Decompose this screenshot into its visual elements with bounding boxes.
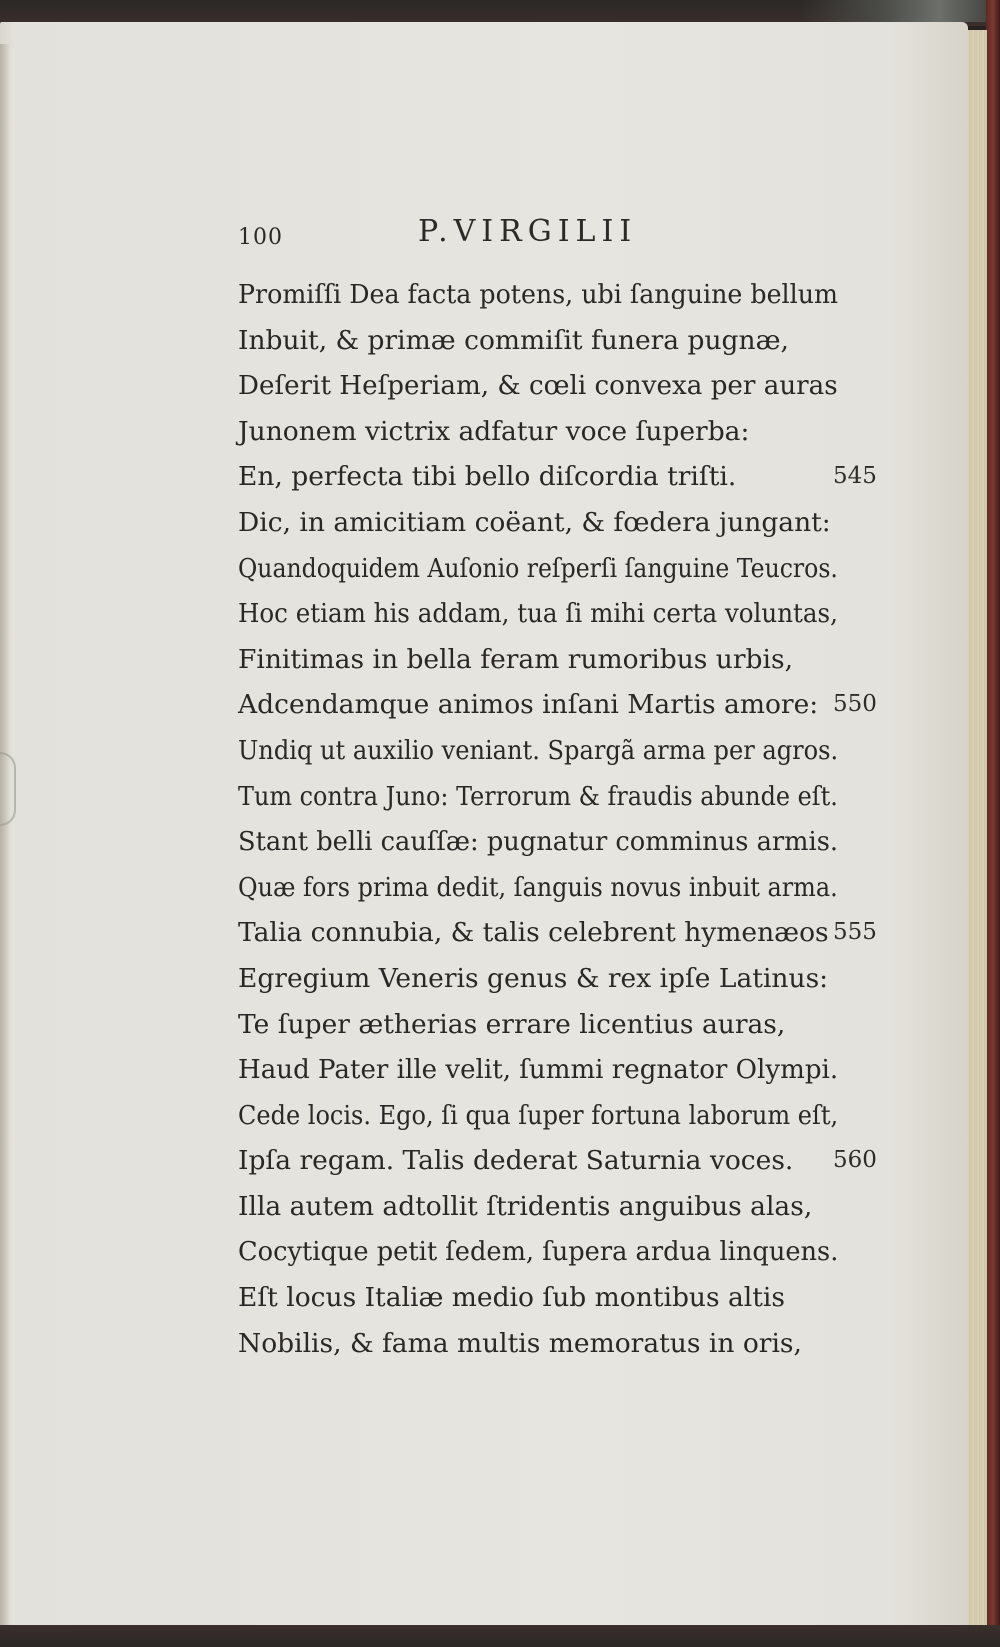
- verse-line-text: Junonem victrix adfatur voce ſuperba:: [238, 415, 750, 447]
- page-number: 100: [238, 225, 283, 250]
- verse-line-text: Nobilis, & fama multis memoratus in oris,: [238, 1327, 802, 1359]
- verse-line-text: Finitimas in bella feram rumoribus urbis,: [238, 643, 793, 675]
- verse-line-text: Promiſſi Dea facta potens, ubi ſanguine bellum: [238, 279, 838, 310]
- verse-line: [238, 910, 878, 956]
- verse-line-text: Quandoquidem Auſonio reſperſi ſanguine Teucros.: [238, 552, 838, 584]
- verse-line-text: Undiq ut auxilio veniant. Spargã arma per agros.: [238, 734, 839, 766]
- verse-line-text: Cede locis. Ego, ſi qua ſuper fortuna laborum eſt,: [238, 1099, 839, 1131]
- verse-line: [238, 1138, 878, 1184]
- verse-line-text: Illa autem adtollit ſtridentis anguibus alas,: [238, 1190, 813, 1222]
- verse-line-text: En, perfecta tibi bello diſcordia triſti.: [238, 461, 737, 493]
- page-mark: [0, 752, 16, 826]
- verse-line: [238, 409, 878, 455]
- verse-line: [238, 956, 878, 1002]
- verse-line: [238, 1002, 878, 1048]
- line-number: 545: [833, 463, 877, 490]
- verse-line-text: Te ſuper ætherias errare licentius auras,: [238, 1008, 786, 1040]
- binding-edge: [986, 0, 1000, 1647]
- verse-line-text: Ipſa regam. Talis dederat Saturnia voces.: [238, 1145, 794, 1177]
- verse-line-text: Adcendamque animos inſani Martis amore:: [238, 689, 819, 721]
- gutter-shadow: [0, 44, 10, 1647]
- verse-line: [238, 546, 878, 592]
- verse-line: [238, 272, 878, 318]
- verse-line: [238, 591, 878, 637]
- verse-line: [238, 865, 878, 911]
- page-header: [0, 208, 968, 258]
- verse-line-text: Cocytique petit ſedem, ſupera ardua linquens.: [238, 1236, 839, 1268]
- verse-line: [238, 500, 878, 546]
- verse-line-text: Hoc etiam his addam, tua ſi mihi certa voluntas,: [238, 598, 838, 630]
- verse-line: [238, 454, 878, 500]
- verse-line: [238, 1184, 878, 1230]
- verse-line: [238, 682, 878, 728]
- verse-line: [238, 728, 878, 774]
- verse-line-text: Talia connubia, & talis celebrent hymenæos: [238, 917, 829, 949]
- verse-line-text: Dic, in amicitiam coëant, & fœdera jungant:: [238, 506, 831, 538]
- book-bottom-edge: [0, 1625, 1000, 1647]
- verse-line-text: Eſt locus Italiæ medio ſub montibus altis: [238, 1282, 786, 1314]
- book-page: [0, 22, 968, 1634]
- verse-line-text: Haud Pater ille velit, ſummi regnator Olympi.: [238, 1054, 839, 1086]
- verse-line: [238, 637, 878, 683]
- verse-line: [238, 318, 878, 364]
- verse-line-text: Egregium Veneris genus & rex ipſe Latinus:: [238, 962, 829, 994]
- running-head: P.VIRGILII: [418, 214, 638, 249]
- verse-line: [238, 1047, 878, 1093]
- verse-line: [238, 363, 878, 409]
- line-number: 560: [833, 1147, 877, 1174]
- line-number: 555: [833, 919, 877, 946]
- verse-line-text: Quæ fors prima dedit, ſanguis novus inbuit arma.: [238, 871, 838, 903]
- verse-line: [238, 774, 878, 820]
- verse-line-text: Deſerit Heſperiam, & cœli convexa per auras: [238, 370, 838, 402]
- verse-line: [238, 1275, 878, 1321]
- verse-line-text: Tum contra Juno: Terrorum & fraudis abunde eſt.: [238, 780, 838, 812]
- verse-line-text: Inbuit, & primæ commiſit funera pugnæ,: [238, 324, 789, 356]
- verse-line: [238, 819, 878, 865]
- verse-line: [238, 1229, 878, 1275]
- line-number: 550: [833, 691, 877, 718]
- verse-block: [238, 272, 878, 1366]
- verse-line: [238, 1093, 878, 1139]
- verse-line-text: Stant belli cauſſæ: pugnatur comminus armis.: [238, 826, 839, 858]
- verse-line: [238, 1321, 878, 1367]
